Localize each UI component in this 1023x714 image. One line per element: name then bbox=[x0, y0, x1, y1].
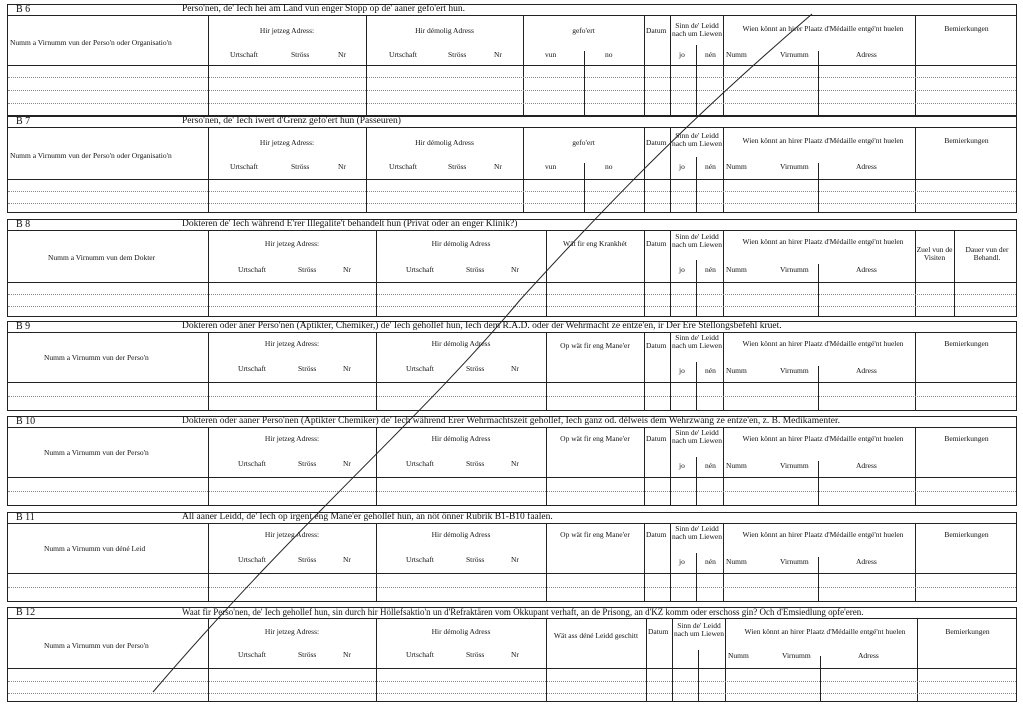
street-label: Ströss bbox=[466, 265, 485, 274]
section-code: B 9 bbox=[16, 321, 31, 332]
duration-header: Dauer vun der Behandl. bbox=[965, 245, 1009, 262]
surname-label: Numm bbox=[726, 50, 747, 59]
medal-header: Wien könnt an hirer Plaatz d'Médaille entgé'nt huelen bbox=[742, 339, 904, 348]
current-address-header: Hir jetzeg Adress: bbox=[259, 138, 315, 147]
date-header: Datum bbox=[646, 239, 667, 248]
section-code: B 11 bbox=[16, 512, 35, 523]
address-label: Adress bbox=[856, 162, 877, 171]
former-address-header: Hir démolig Adress bbox=[431, 434, 491, 443]
firstname-label: Virnumm bbox=[782, 651, 811, 660]
section-title: Perso'nen, de' Iech iwert d'Grenz gefo'ert hun (Passeuren) bbox=[182, 116, 401, 126]
date-header: Datum bbox=[646, 434, 667, 443]
firstname-label: Virnumm bbox=[780, 162, 809, 171]
meaning-header: Sinn de' Leidd nach um Liewen bbox=[672, 524, 722, 541]
date-header: Datum bbox=[646, 26, 667, 35]
number-label: Nr bbox=[511, 650, 519, 659]
number-label: Nr bbox=[343, 650, 351, 659]
remarks-header: Bemierkungen bbox=[945, 627, 990, 636]
firstname-label: Virnumm bbox=[780, 265, 809, 274]
section-code: B 12 bbox=[16, 607, 36, 618]
locality-label: Urtschaft bbox=[406, 555, 434, 564]
address-label: Adress bbox=[858, 651, 879, 660]
locality-label: Urtschaft bbox=[406, 265, 434, 274]
number-label: Nr bbox=[511, 265, 519, 274]
from-label: vun bbox=[545, 50, 557, 59]
surname-label: Numm bbox=[726, 461, 747, 470]
section-title: Perso'nen, de' Iech hei am Land vun enger Stopp op de' aaner gefo'ert hun. bbox=[182, 4, 466, 14]
street-label: Ströss bbox=[448, 50, 467, 59]
street-label: Ströss bbox=[298, 459, 317, 468]
remarks-header: Bemierkungen bbox=[944, 339, 989, 348]
meaning-header: Sinn de' Leidd nach um Liewen bbox=[672, 333, 722, 350]
meaning-header: Sinn de' Leidd nach um Liewen bbox=[672, 428, 722, 445]
remarks-header: Bemierkungen bbox=[944, 24, 989, 33]
section-code: B 8 bbox=[16, 219, 31, 230]
yes-label: jo bbox=[679, 265, 685, 274]
first-col-header: Numm a Virnumm vun der Perso'n oder Organisatio'n bbox=[10, 151, 172, 160]
number-label: Nr bbox=[343, 364, 351, 373]
locality-label: Urtschaft bbox=[406, 364, 434, 373]
first-col-header: Numm a Virnumm vun der Perso'n bbox=[44, 353, 149, 362]
medal-header: Wien könnt an hirer Plaatz d'Médaille entgé'nt huelen bbox=[742, 136, 904, 145]
street-label: Ströss bbox=[466, 459, 485, 468]
medal-header: Wien könnt an hirer Plaatz d'Médaille entgé'nt huelen bbox=[744, 627, 906, 636]
number-label: Nr bbox=[511, 555, 519, 564]
transported-header: gefo'ert bbox=[572, 138, 595, 147]
number-label: Nr bbox=[338, 162, 346, 171]
locality-label: Urtschaft bbox=[238, 265, 266, 274]
locality-label: Urtschaft bbox=[389, 162, 417, 171]
locality-label: Urtschaft bbox=[238, 555, 266, 564]
current-address-header: Hir jetzeg Adress: bbox=[264, 239, 320, 248]
from-label: vun bbox=[545, 162, 557, 171]
address-label: Adress bbox=[856, 265, 877, 274]
medal-header: Wien könnt an hirer Plaatz d'Médaille entgé'nt huelen bbox=[742, 237, 904, 246]
current-address-header: Hir jetzeg Adress: bbox=[264, 434, 320, 443]
surname-label: Numm bbox=[726, 557, 747, 566]
number-label: Nr bbox=[511, 364, 519, 373]
first-col-header: Numm a Virnumm vun der Perso'n bbox=[44, 641, 149, 650]
date-header: Datum bbox=[648, 627, 669, 636]
medal-header: Wien könnt an hirer Plaatz d'Médaille entgé'nt huelen bbox=[742, 24, 904, 33]
surname-label: Numm bbox=[726, 366, 747, 375]
first-col-header: Numm a Virnumm vun der Perso'n bbox=[44, 448, 149, 457]
date-header: Datum bbox=[646, 341, 667, 350]
locality-label: Urtschaft bbox=[238, 459, 266, 468]
street-label: Ströss bbox=[448, 162, 467, 171]
manner-header: Op wät fir eng Mane'er bbox=[560, 530, 630, 539]
section-title: Dokteren de' Iech während E'rer Illegalite't behandelt hun (Privat oder an enger Klinik?) bbox=[182, 219, 518, 229]
no-label: nén bbox=[705, 557, 716, 566]
firstname-label: Virnumm bbox=[780, 557, 809, 566]
street-label: Ströss bbox=[298, 555, 317, 564]
surname-label: Numm bbox=[726, 265, 747, 274]
locality-label: Urtschaft bbox=[406, 650, 434, 659]
yes-label: jo bbox=[679, 50, 685, 59]
locality-label: Urtschaft bbox=[230, 50, 258, 59]
number-label: Nr bbox=[343, 459, 351, 468]
former-address-header: Hir démolig Adress bbox=[431, 627, 491, 636]
firstname-label: Virnumm bbox=[780, 50, 809, 59]
no-label: nén bbox=[705, 50, 716, 59]
section-title: All aaner Leidd, de' Iech op irgent eng Mane'er gehollef hun, an nöt önner Rubrik B1-B10 faalen. bbox=[182, 512, 553, 522]
locality-label: Urtschaft bbox=[389, 50, 417, 59]
section-code: B 10 bbox=[16, 416, 36, 427]
address-label: Adress bbox=[856, 366, 877, 375]
meaning-header: Sinn de' Leidd nach um Liewen bbox=[674, 621, 724, 638]
locality-label: Urtschaft bbox=[406, 459, 434, 468]
former-address-header: Hir démolig Adress bbox=[431, 339, 491, 348]
street-label: Ströss bbox=[298, 650, 317, 659]
current-address-header: Hir jetzeg Adress: bbox=[264, 339, 320, 348]
number-label: Nr bbox=[494, 162, 502, 171]
manner-header: Op wät fir eng Mane'er bbox=[560, 434, 630, 443]
street-label: Ströss bbox=[291, 50, 310, 59]
street-label: Ströss bbox=[466, 650, 485, 659]
locality-label: Urtschaft bbox=[230, 162, 258, 171]
transported-header: gefo'ert bbox=[572, 26, 595, 35]
yes-label: jo bbox=[679, 366, 685, 375]
what-happened-header: Wät ass déné Leidd geschitt bbox=[553, 631, 639, 640]
address-label: Adress bbox=[856, 50, 877, 59]
street-label: Ströss bbox=[466, 364, 485, 373]
first-col-header: Numm a Virnumm vun dem Dokter bbox=[48, 253, 156, 262]
yes-label: jo bbox=[679, 461, 685, 470]
date-header: Datum bbox=[646, 530, 667, 539]
to-label: no bbox=[605, 162, 613, 171]
current-address-header: Hir jetzeg Adress: bbox=[259, 26, 315, 35]
no-label: nén bbox=[705, 162, 716, 171]
date-header: Datum bbox=[646, 138, 667, 147]
meaning-header: Sinn de' Leidd nach um Liewen bbox=[672, 232, 722, 249]
section-code: B 6 bbox=[16, 4, 31, 15]
remarks-header: Bemierkungen bbox=[944, 434, 989, 443]
no-label: nén bbox=[705, 265, 716, 274]
number-label: Nr bbox=[494, 50, 502, 59]
address-label: Adress bbox=[856, 557, 877, 566]
no-label: nén bbox=[705, 366, 716, 375]
yes-label: jo bbox=[679, 162, 685, 171]
former-address-header: Hir démolig Adress bbox=[431, 530, 491, 539]
number-label: Nr bbox=[511, 459, 519, 468]
street-label: Ströss bbox=[466, 555, 485, 564]
section-title: Dokteren oder äner Perso'nen (Aptikter, Chemiker,) de' Iech gehollef hun, Iech dem R.A.D. oder der Wehrmacht ze entze'en, ir Der Ere Stellongsbefehl kruet. bbox=[182, 321, 782, 331]
section-code: B 7 bbox=[16, 116, 31, 127]
remarks-header: Bemierkungen bbox=[944, 136, 989, 145]
manner-header: Op wät fir eng Mane'er bbox=[560, 341, 630, 350]
meaning-header: Sinn de' Leidd nach um Liewen bbox=[672, 131, 722, 148]
former-address-header: Hir démolig Adress bbox=[431, 239, 491, 248]
illness-header: Wät fir eng Krankhét bbox=[563, 239, 627, 248]
remarks-header: Bemierkungen bbox=[944, 530, 989, 539]
street-label: Ströss bbox=[298, 265, 317, 274]
street-label: Ströss bbox=[298, 364, 317, 373]
section-title: Waat fir Perso'nen, de' Iech gehollef hun, sin durch hir Höllefsaktio'n un d'Refraktären vom Okkupant verhaft, an de Prisong, an d'KZ komm oder erschoss gin? Och d'Emsiedlung opfe'eren. bbox=[182, 607, 864, 617]
section-title: Dokteren oder aaner Perso'nen (Aptikter Chemiker) de' Iech während Erer Wehrmachtszeit gehollef, Iech ganz od. délweis dem Wehrzwang ze entze'en, z. B. Medikamenter. bbox=[182, 416, 840, 426]
first-col-header: Numm a Virnumm vun der Perso'n oder Organisatio'n bbox=[10, 38, 172, 47]
to-label: no bbox=[605, 50, 613, 59]
firstname-label: Virnumm bbox=[780, 366, 809, 375]
former-address-header: Hir démolig Adress bbox=[415, 138, 474, 147]
firstname-label: Virnumm bbox=[780, 461, 809, 470]
yes-label: jo bbox=[679, 557, 685, 566]
surname-label: Numm bbox=[726, 162, 747, 171]
no-label: nén bbox=[705, 461, 716, 470]
former-address-header: Hir démolig Adress bbox=[415, 26, 474, 35]
medal-header: Wien könnt an hirer Plaatz d'Médaille entgé'nt huelen bbox=[742, 530, 904, 539]
street-label: Ströss bbox=[291, 162, 310, 171]
current-address-header: Hir jetzeg Adress: bbox=[264, 627, 320, 636]
number-label: Nr bbox=[343, 265, 351, 274]
meaning-header: Sinn de' Leidd nach um Liewen bbox=[672, 21, 722, 38]
medal-header: Wien könnt an hirer Plaatz d'Médaille entgé'nt huelen bbox=[742, 434, 904, 443]
number-label: Nr bbox=[343, 555, 351, 564]
locality-label: Urtschaft bbox=[238, 650, 266, 659]
first-col-header: Numm a Virnumm vun déné Leid bbox=[44, 544, 146, 553]
number-label: Nr bbox=[338, 50, 346, 59]
locality-label: Urtschaft bbox=[238, 364, 266, 373]
surname-label: Numm bbox=[728, 651, 749, 660]
visits-header: Zuel vun de Visiten bbox=[916, 245, 953, 262]
address-label: Adress bbox=[856, 461, 877, 470]
current-address-header: Hir jetzeg Adress: bbox=[264, 530, 320, 539]
